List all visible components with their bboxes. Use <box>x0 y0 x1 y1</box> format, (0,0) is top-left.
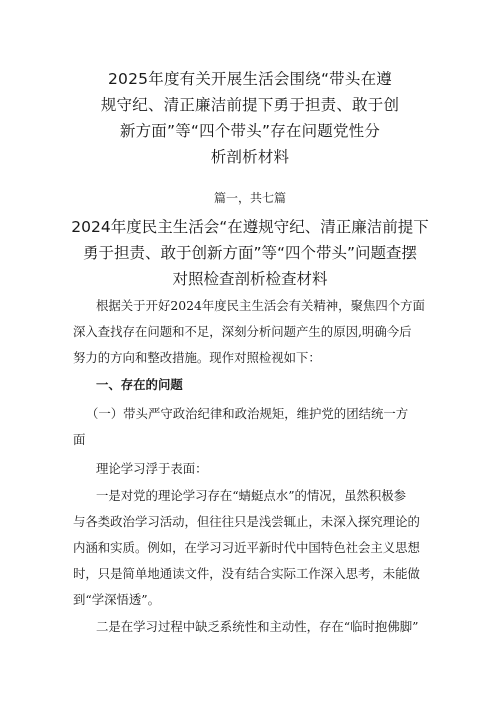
body-line: 内涵和实质。例如，在学习习近平新时代中国特色社会主义思想 <box>73 540 420 555</box>
article-title-line: 对照检查剖析检查材料 <box>172 270 328 288</box>
article-title <box>0 214 500 292</box>
section-label: 篇一，共七篇 <box>213 191 286 205</box>
body-line: 深入查找存在问题和不足，深刻分析问题产生的原因,明确今后 <box>73 324 412 339</box>
body-line: 努力的方向和整改措施。现作对照检视如下： <box>73 350 321 365</box>
body-line: 与各类政治学习活动，但往往只是浅尝辄止，未深入探究理论的 <box>73 514 420 529</box>
title-line: 新方面”等“四个带头”存在问题党性分 <box>119 122 381 140</box>
body-line: 到“学深悟透”。 <box>73 592 161 607</box>
title-line: 析剖析材料 <box>210 148 290 166</box>
body-line: 理论学习浮于表面： <box>96 461 208 476</box>
body-line: 一是对党的理论学习存在“蜻蜓点水”的情况，虽然积极参 <box>96 488 407 503</box>
body-line: 根据关于开好2024年度民主生活会有关精神，聚焦四个方面 <box>96 298 425 313</box>
title-line: 2025年度有关开展生活会围绕“带头在遵 <box>108 70 392 88</box>
section-heading: 一、存在的问题 <box>96 377 183 392</box>
title-line: 规守纪、清正廉洁前提下勇于担责、敢于创 <box>100 96 400 114</box>
body-line: 时，只是简单地通读文件，没有结合实际工作深入思考，未能做 <box>73 566 420 581</box>
document-title <box>0 66 500 170</box>
body-line: 二是在学习过程中缺乏系统性和主动性，存在“临时抱佛脚” <box>96 619 419 634</box>
body-line: 面 <box>73 432 86 447</box>
body-line: （一）带头严守政治纪律和政治规矩，维护党的团结统一方 <box>86 406 409 421</box>
article-title-line: 2024年度民主生活会“在遵规守纪、清正廉洁前提下 <box>71 218 429 236</box>
article-title-line: 勇于担责、敢于创新方面”等“四个带头”问题查摆 <box>82 244 418 262</box>
